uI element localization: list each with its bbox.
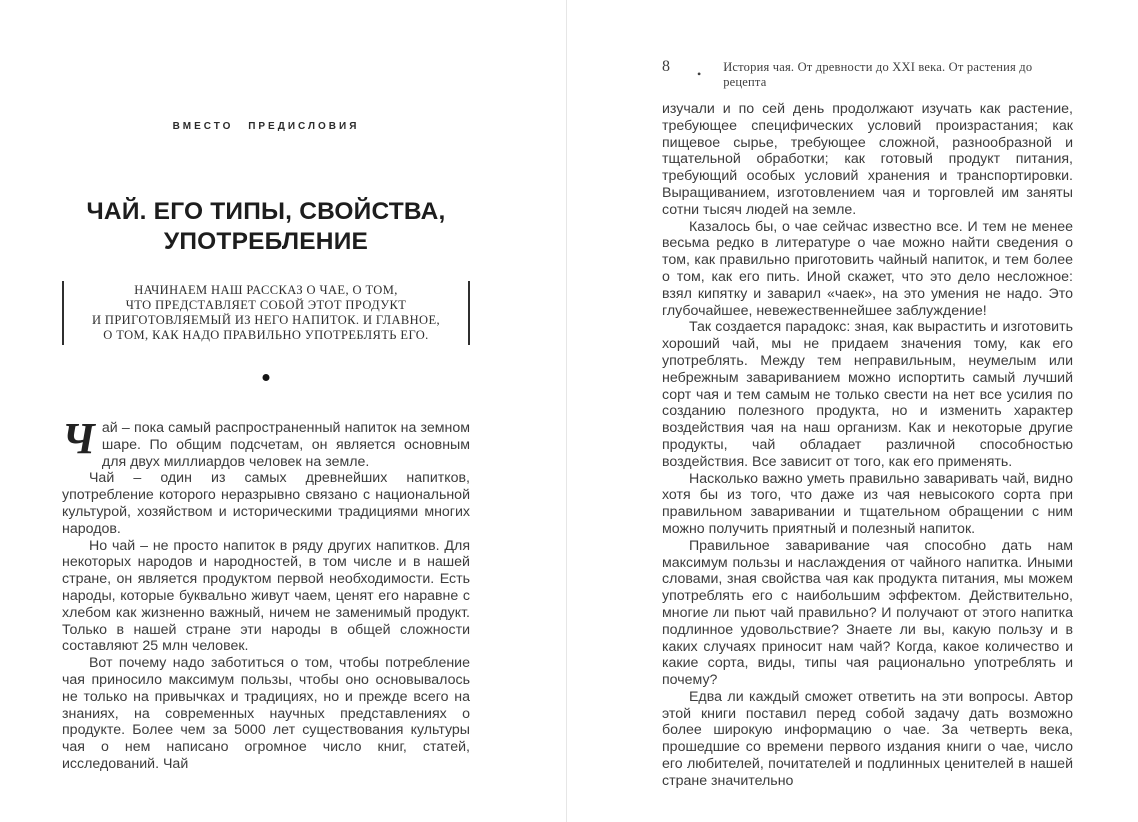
chapter-title-line: УПОТРЕБЛЕНИЕ	[163, 228, 369, 256]
header-bullet-icon: •	[697, 67, 702, 81]
paragraph: Вот почему надо заботиться о том, чтобы потребление чая приносило максимум пользы, чтобы оно основывалось не только на привычках и традициях, но и прежде всего на знаниях, на современных научных представлениях о продукте. Более чем за 5000 лет существования культуры чая о нем написано огромное число книг, статей, исследований. Чай	[62, 655, 470, 772]
right-page-body	[662, 101, 1073, 790]
epigraph-block	[62, 281, 470, 345]
right-page	[662, 0, 1073, 822]
chapter-title-line: ЧАЙ. ЕГО ТИПЫ, СВОЙСТВА,	[86, 198, 446, 226]
page-gutter-line	[566, 0, 567, 822]
paragraph: Правильное заваривание чая способно дать нам максимум пользы и наслаждения от чайного напитка. Иными словами, зная свойства чая как продукта питания, мы можем употреблять его с наибольшим эффектом. Действительно, многие ли пьют чай правильно? И получают от этого напитка подлинное удовольствие? Знаете ли вы, какую пользу и в каких случаях приносит нам чай? Когда, какое количество и какие сорта, виды, типы чая рационально употреблять и почему?	[662, 537, 1073, 689]
left-page	[62, 0, 470, 822]
epigraph-line: О ТОМ, КАК НАДО ПРАВИЛЬНО УПОТРЕБЛЯТЬ ЕГО.	[103, 328, 429, 342]
epigraph-line: ЧТО ПРЕДСТАВЛЯЕТ СОБОЙ ЭТОТ ПРОДУКТ	[125, 298, 407, 312]
chapter-title	[62, 197, 470, 257]
epigraph-line: И ПРИГОТОВЛЯЕМЫЙ ИЗ НЕГО НАПИТОК. И ГЛАВНОЕ,	[91, 313, 441, 327]
section-separator-dot	[263, 374, 270, 381]
running-head: ВМЕСТО ПРЕДИСЛОВИЯ	[172, 121, 360, 132]
paragraph: Едва ли каждый сможет ответить на эти вопросы. Автор этой книги поставил перед собой задачу дать возможно более широкую информацию о чае. За четверть века, прошедшие со времени первого издания книги о чае, число его любителей, почитателей и подлинных ценителей в нашей стране значительно	[662, 688, 1073, 789]
paragraph	[62, 414, 470, 470]
paragraph: Так создается парадокс: зная, как вырастить и изготовить хороший чай, мы не придаем значения тому, как его употреблять. Между тем неправильным, неумелым или небрежным завариванием можно испортить самый лучший сорт чая и тем самым не только свести на нет все усилия по созданию полезного продукта, но и изменить характер воздействия чая на наш организм. Как и некоторые другие продукты, чай обладает различной способностью воздействия. Все зависит от того, как его применять.	[662, 319, 1073, 470]
running-header-title: История чая. От древности до XXI века. От растения до рецепта	[723, 60, 1033, 89]
left-page-body	[62, 414, 470, 773]
left-paragraph-list	[62, 470, 470, 772]
paragraph: изучали и по сей день продолжают изучать как растение, требующее специфических условий произрастания; как пищевое сырье, требующее сложной, разнообразной и тщательной обработки; как готовый продукт питания, требующий особых условий хранения и транспортировки. Выращиванием, изготовлением чая и торговлей им заняты сотни тысяч людей на земле.	[662, 101, 1073, 218]
paragraph: Чай – один из самых древнейших напитков, употребление которого неразрывно связано с национальной культурой, хозяйством и историческими традициями многих народов.	[62, 470, 470, 537]
running-header	[662, 58, 1073, 90]
paragraph-text: ай – пока самый распространенный напиток на земном шаре. По общим подсчетам, он является основным для двух миллиардов человек на земле.	[101, 420, 470, 470]
epigraph-line: НАЧИНАЕМ НАШ РАССКАЗ О ЧАЕ, О ТОМ,	[134, 283, 398, 297]
right-paragraph-list	[662, 101, 1073, 790]
page-number: 8	[662, 58, 670, 75]
drop-cap: Ч	[62, 414, 95, 463]
paragraph: Казалось бы, о чае сейчас известно все. И тем не менее весьма редко в литературе о чае можно найти сведения о том, как правильно приготовить чайный напиток, и тем более о том, как его пить. Иной скажет, что это дело несложное: взял кипятку и заварил «чаек», на это умения не надо. Это глубочайшее, невежественнейшее заблуждение!	[662, 218, 1073, 319]
paragraph: Насколько важно уметь правильно заваривать чай, видно хотя бы из того, что даже из чая невысокого сорта при правильном заваривании и тщательном обращении с ним можно получить приятный и полезный напиток.	[662, 470, 1073, 537]
paragraph: Но чай – не просто напиток в ряду других напитков. Для некоторых народов и народностей, в том числе и в нашей стране, он является продуктом первой необходимости. Есть народы, которые буквально живут чаем, ценят его наравне с хлебом как жизненно важный, ничем не заменимый продукт. Только в нашей стране эти народы в общей сложности составляют 25 млн человек.	[62, 537, 470, 655]
